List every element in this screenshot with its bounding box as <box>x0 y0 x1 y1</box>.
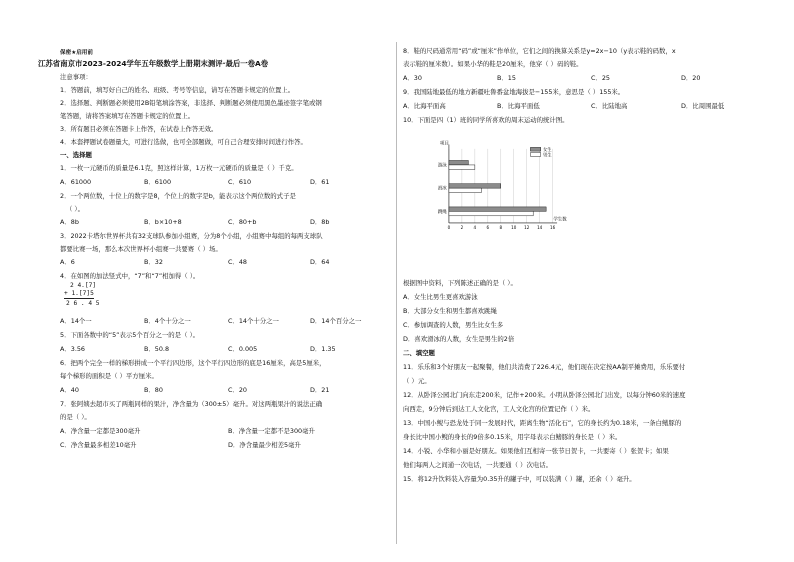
question-stem: 向西走，9分钟后到达工人文化宫，工人文化宫的位置记作（ ）米。 <box>403 405 595 413</box>
note-item: 3．所有题目必须在答题卡上作答，在试卷上作答无效。 <box>60 125 218 133</box>
question-stem: 15．将12升饮料装入容量为0.35升的罐子中，可以装满（ ）罐，还余（ ）毫升。 <box>403 475 636 483</box>
option: B．净含量一定都不是300毫升 <box>228 427 315 435</box>
section-heading: 一、选择题 <box>60 151 92 159</box>
question-stem: 每个梯形的面积是（ ）平方厘米。 <box>60 372 158 380</box>
x-axis-label: 学生数 <box>553 217 567 223</box>
question-stem: 3．2022卡塔尔世界杯共有32支球队参加小组赛，分为8个小组，小组赛中每组的每两支球队 <box>60 232 323 240</box>
option: D．21 <box>310 386 330 394</box>
option: B．15 <box>497 74 516 82</box>
option: C．比陆地高 <box>591 102 628 110</box>
addend-row: + 1.[7]5 <box>64 290 94 297</box>
x-tick-label: 8 <box>499 224 503 230</box>
option: D．64 <box>310 258 330 266</box>
x-tick-label: 16 <box>550 224 556 230</box>
option: C．20 <box>228 386 247 394</box>
bar-male <box>449 188 481 192</box>
x-tick-label: 14 <box>537 224 543 230</box>
legend-swatch <box>530 147 540 151</box>
note-item: 笔答题，请将答案填写在答题卡规定的位置上。 <box>60 112 195 120</box>
option: B．比海平面低 <box>497 102 540 110</box>
option: D．1.35 <box>310 345 336 353</box>
option: A．8b <box>60 218 79 226</box>
option: A．61000 <box>60 178 92 186</box>
category-label: 游泳 <box>437 163 447 169</box>
question-stem: 9．我国陆地最低的地方新疆吐鲁番盆地海拔是−155米，意思是（ ）155米。 <box>403 88 625 96</box>
option: D．喜欢滑冰的人数，女生是男生的2倍 <box>403 335 515 343</box>
option: C．14个十分之一 <box>228 317 279 325</box>
legend-label: 男生 <box>543 153 552 159</box>
option: A．净含量一定都是300毫升 <box>60 427 141 435</box>
note-item: 2．选择题、判断题必须使用2B铅笔填涂答案，非选择、判断题必须使用黑色墨迹签字笔或钢 <box>60 99 322 107</box>
sum-row: 2 6 . 4 5 <box>66 300 100 307</box>
column-divider <box>396 42 397 544</box>
option: A．6 <box>60 258 75 266</box>
option: D．14个百分之一 <box>310 317 362 325</box>
y-axis-label: 项目 <box>440 141 449 147</box>
option: A．30 <box>403 74 422 82</box>
question-stem: 6．把两个完全一样的梯形拼成一个平行四边形，这个平行四边形的底是16厘米，高是5厘米， <box>60 359 326 367</box>
option: C．48 <box>228 258 247 266</box>
bar-female <box>449 184 501 188</box>
option: C．净含量最多相差10毫升 <box>60 441 137 449</box>
question-stem: （ ）。 <box>66 205 85 213</box>
option: C．25 <box>591 74 610 82</box>
question-stem: （ ）元。 <box>403 377 431 385</box>
question-stem: 8．鞋的尺码通常用“码”或“厘米”作单位，它们之间的换算关系是y=2x−10（y表示鞋的码数，x <box>403 47 676 55</box>
x-tick-label: 12 <box>524 224 530 230</box>
note-item: 4．本套押题试卷题量大，可进行选做，也可全部题做，可自己合理安排时间进行作答。 <box>60 138 307 146</box>
option: A．40 <box>60 386 79 394</box>
option: D．净含量最少相差5毫升 <box>228 441 301 449</box>
chart-svg <box>418 140 588 240</box>
sports-bar-chart <box>418 140 608 275</box>
option: B．大部分女生和男生都喜欢跳绳 <box>403 307 497 315</box>
question-stem: 身长比中国小鲵的身长的9倍多0.15米，用字母表示白鳍豚的身长是（ ）米。 <box>403 433 622 441</box>
secret-mark: 保密★启用前 <box>60 50 93 56</box>
bar-female <box>449 160 468 164</box>
category-label: 滑冰 <box>437 186 447 192</box>
question-stem: 11．乐乐和3个好朋友一起聚餐，他们共消费了226.4元，他们现在决定按AA制平摊费用，乐乐要付 <box>403 363 686 371</box>
addend-row: 2 4.[7] <box>70 282 97 289</box>
question-stem: 10．下面是四（1）班的同学所喜欢的周末运动的统计图。 <box>403 116 569 124</box>
exam-title: 江苏省南京市2023-2024学年五年级数学上册期末测评·最后一卷A卷 <box>38 59 269 68</box>
option: B．6100 <box>144 178 172 186</box>
bar-male <box>449 165 475 169</box>
option: D．20 <box>681 74 701 82</box>
legend-swatch <box>530 153 540 157</box>
category-label: 跳绳 <box>437 209 447 215</box>
note-item: 1．答题前，填写好自己的姓名、班级、考号等信息，请写在答题卡规定的位置上。 <box>60 86 295 94</box>
question-stem: 5．下面各数中的“5”表示5个百分之一的是（ ）。 <box>60 331 200 339</box>
option: C．610 <box>228 178 252 186</box>
option: A．女生比男生更喜欢游泳 <box>403 293 478 301</box>
option: B．50.8 <box>144 345 170 353</box>
question-stem: 7．张阿姨去超市买了两瓶同样的果汁，净含量为（300±5）毫升。对这两瓶果汁的说法正确 <box>60 400 323 408</box>
option: B．b×10+8 <box>144 218 182 226</box>
question-stem: 都要比赛一场，那么本次世界杯小组赛一共要赛（ ）场。 <box>60 245 222 253</box>
x-tick-label: 6 <box>486 224 490 230</box>
x-tick-label: 2 <box>460 224 464 230</box>
question-stem: 根据图中资料，下列陈述正确的是（ ）。 <box>403 279 517 287</box>
option: A．3.56 <box>60 345 85 353</box>
question-stem: 1．一枚一元硬币的质量是6.1克，照这样计算，1万枚一元硬币的质量是（ ）千克。 <box>60 164 298 172</box>
option: C．参加调查的人数，男生比女生多 <box>403 321 504 329</box>
option: D．61 <box>310 178 330 186</box>
question-stem: 表示鞋的厘米数）。如果小华的鞋是20厘米，他穿（ ）码的鞋。 <box>403 60 583 68</box>
question-stem: 13．中国小鲵与恐龙处于同一发展时代，距离生物“活化石”，它的身长约为0.18米，一条白鳍豚的 <box>403 419 682 427</box>
question-stem: 14．小锐、小华和小丽是好朋友。如果他们互相寄一张节日贺卡，一共要寄（ ）张贺卡；如果 <box>403 447 669 455</box>
question-stem: 他们每两人之间通一次电话，一共要通（ ）次电话。 <box>403 461 553 469</box>
option: D．8b <box>310 218 330 226</box>
option: D．比周围最低 <box>681 102 725 110</box>
question-stem: 2．一个两位数，十位上的数字是8，个位上的数字是b，能表示这个两位数的式子是 <box>60 192 296 200</box>
option: B．80 <box>144 386 163 394</box>
bar-male <box>449 211 533 215</box>
question-stem: 12．从卧泽公园北门向东走200米，记作+200米。小明从卧泽公园北门出发，以每分钟60米的速度 <box>403 391 686 399</box>
sum-rule <box>64 298 94 299</box>
option: B．4个十分之一 <box>144 317 191 325</box>
legend-label: 女生 <box>543 148 552 154</box>
notes-heading: 注意事项： <box>60 73 92 81</box>
option: A．比海平面高 <box>403 102 446 110</box>
question-stem: 的是（ ）。 <box>60 413 91 421</box>
vertical-addition <box>64 282 104 312</box>
option: C．80+b <box>228 218 257 226</box>
x-tick-label: 0 <box>447 224 451 230</box>
x-tick-label: 4 <box>473 224 477 230</box>
x-tick-label: 10 <box>511 224 517 230</box>
option: A．14个一 <box>60 317 92 325</box>
question-stem: 4．在如图的加法竖式中，“7”和“7”相加得（ ）。 <box>60 272 200 280</box>
option: C．0.005 <box>228 345 258 353</box>
option: B．32 <box>144 258 163 266</box>
section-heading: 二、填空题 <box>403 349 435 357</box>
bar-female <box>449 207 546 211</box>
